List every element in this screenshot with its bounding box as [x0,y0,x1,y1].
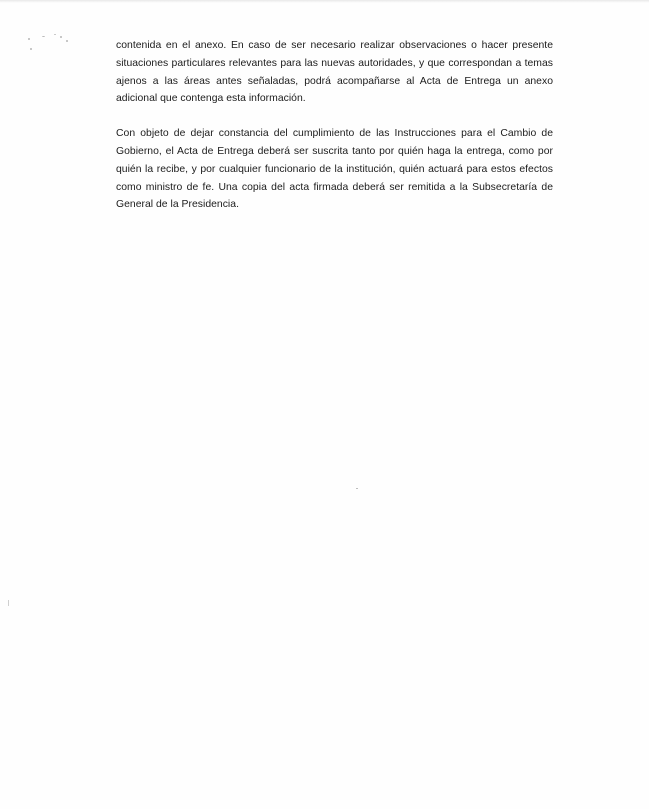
paragraph-annex: contenida en el anexo. En caso de ser necesario realizar observaciones o hacer presente situaciones particulares relevantes para las nuevas autoridades, y que correspondan a temas ajenos a las áreas antes señaladas, podrá acompañarse al Acta de Entrega un anexo adicional que contenga esta información. [116,40,553,105]
scan-margin-mark [8,600,9,606]
paragraph-constancy: Con objeto de dejar constancia del cumplimiento de las Instrucciones para el Cambio de Gobierno, el Acta de Entrega deberá ser suscrita tanto por quién haga la entrega, como por quién la recibe, y por cualquier funcionario de la institución, quién actuará para estos efectos como ministro de fe. Una copia del acta firmada deberá ser remitida a la Subsecretaría de General de la Presidencia. [116,128,553,211]
document-body [116,37,553,231]
scan-artifact-specks [24,30,74,50]
scan-dust-mark [356,488,358,489]
page-top-edge [0,0,649,3]
